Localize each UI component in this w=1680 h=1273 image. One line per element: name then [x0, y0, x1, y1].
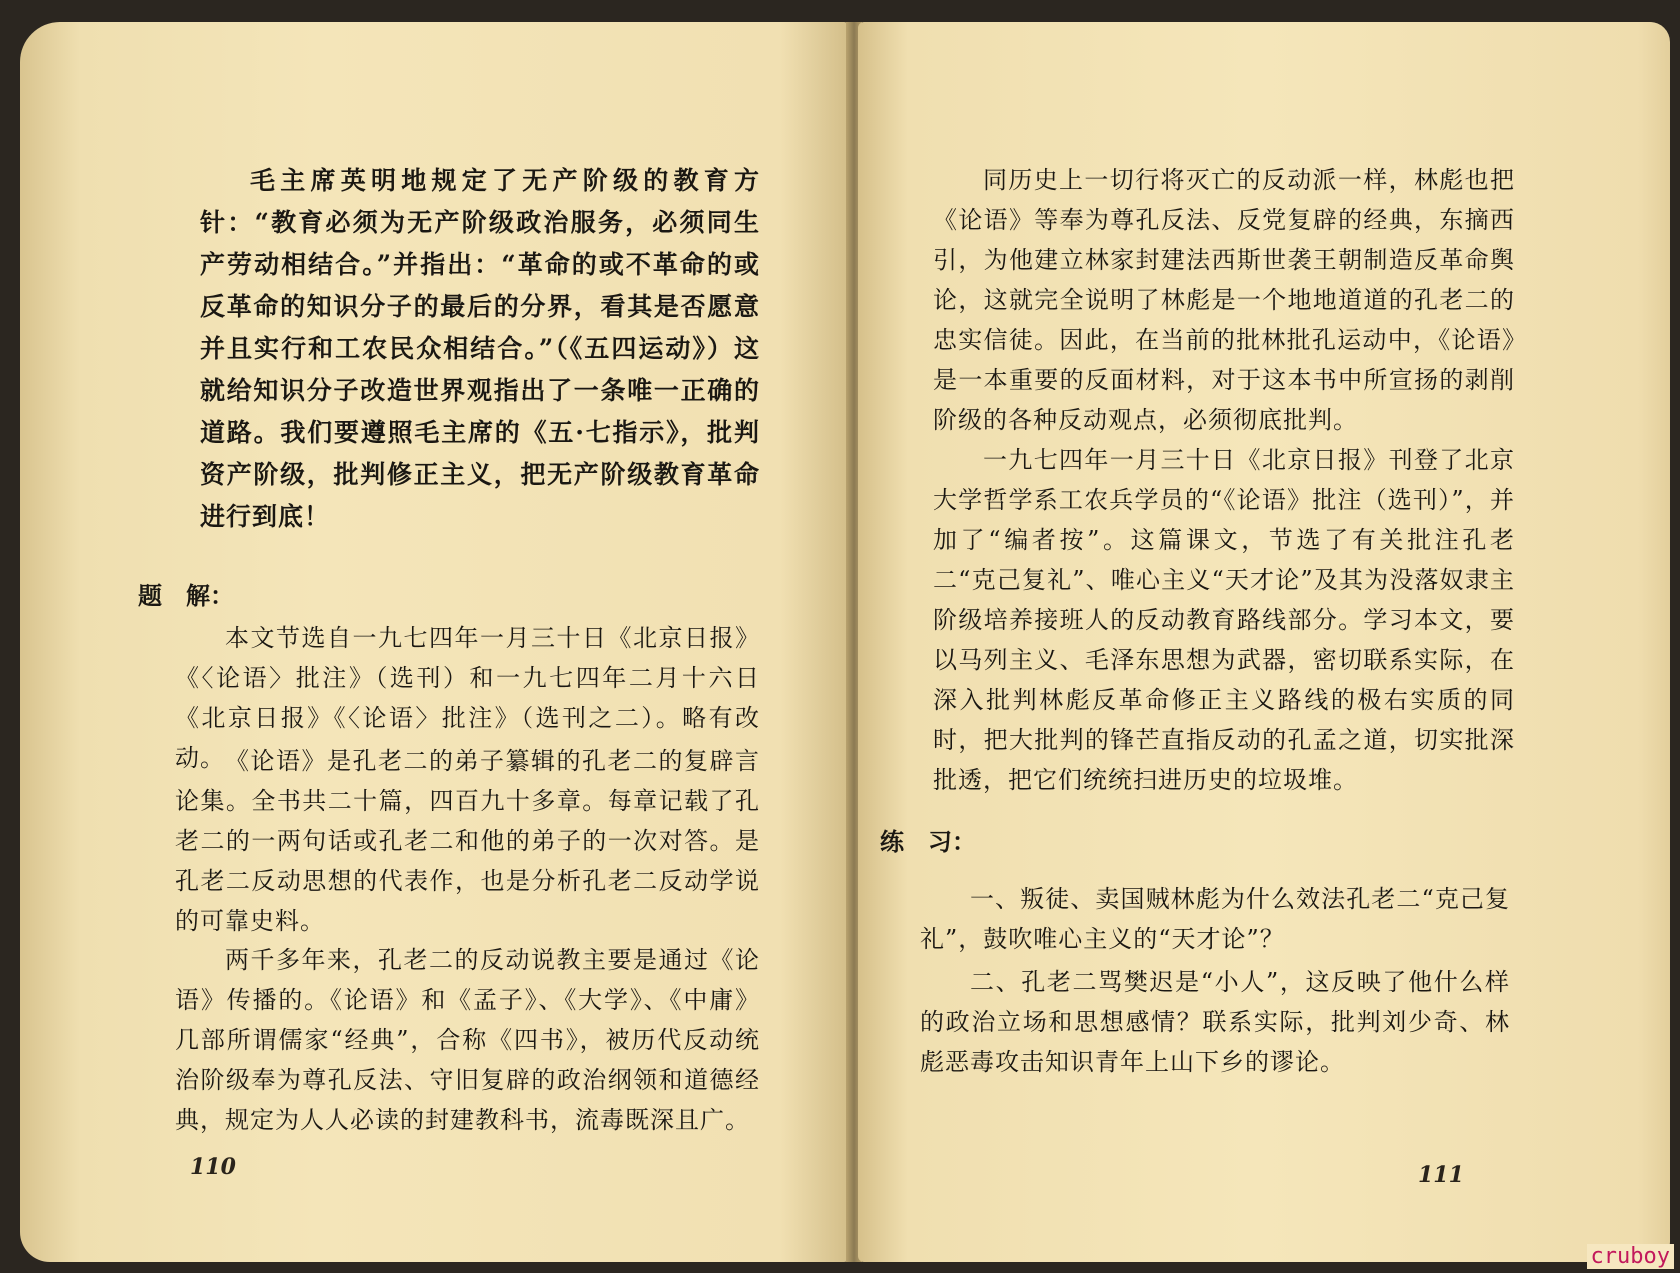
- linbiao-paragraph: 同历史上一切行将灭亡的反动派一样，林彪也把《论语》等奉为尊孔反法、反党复辟的经典，东摘西引，为他建立林家封建法西斯世袭王朝制造反革命舆论，这就完全说明了林彪是一个地地道道的孔老二的忠实信徒。因此，在当前的批林批孔运动中，《论语》是一本重要的反面材料，对于这本书中所宣扬的剥削阶级的各种反动观点，必须彻底批判。: [933, 166, 1515, 434]
- lunyu-description: 《论语》是孔老二的弟子纂辑的孔老二的复辟言论集。全书共二十篇，四百九十多章。每章记载了孔老二的一两句话或孔老二和他的弟子的一次对答。是孔老二反动思想的代表作，也是分析孔老二反动学说的可靠史料。: [175, 747, 760, 935]
- lesson-note-paragraph: 一九七四年一月三十日《北京日报》刊登了北京大学哲学系工农兵学员的“《论语》批注（选刊）”，并加了“编者按”。这篇课文，节选了有关批注孔老二“克己复礼”、唯心主义“天才论”及其为没落奴隶主阶级培养接班人的反动教育路线部分。学习本文，要以马列主义、毛泽东思想为武器，密切联系实际，在深入批判林彪反革命修正主义路线的极右实质的同时，把大批判的锋芒直指反动的孔孟之道，切实批深批透，把它们统统扫进历史的垃圾堆。: [933, 446, 1515, 794]
- open-book: [20, 22, 1670, 1262]
- left-page: [20, 22, 850, 1262]
- exercise-two: 二、孔老二骂樊迟是“小人”，这反映了他什么样的政治立场和思想感情？联系实际，批判刘少奇、林彪恶毒攻击知识青年上山下乡的谬论。: [920, 968, 1510, 1076]
- section-heading-lianxi: 练 习：: [880, 828, 976, 856]
- quote-block: 毛主席英明地规定了无产阶级的教育方针：“教育必须为无产阶级政治服务，必须同生产劳动相结合。”并指出：“革命的或不革命的或反革命的知识分子的最后的分界，看其是否愿意并且实行和工农民众相结合。”（《五四运动》）这就给知识分子改造世界观指出了一条唯一正确的道路。我们要遵照毛主席的《五·七指示》，批判资产阶级，批判修正主义，把无产阶级教育革命进行到底！: [200, 166, 760, 531]
- history-paragraph: 两千多年来，孔老二的反动说教主要是通过《论语》传播的。《论语》和《孟子》、《大学》、《中庸》几部所谓儒家“经典”，合称《四书》，被历代反动统治阶级奉为尊孔反法、守旧复辟的政治纲领和道德经典，规定为人人必读的封建教科书，流毒既深且广。: [175, 946, 760, 1134]
- watermark-text: cruboy: [1587, 1244, 1674, 1269]
- page-number-right: 111: [1418, 1162, 1464, 1188]
- page-number-left: 110: [190, 1154, 236, 1180]
- section-heading-tijie: 题 解：: [138, 582, 234, 610]
- right-page: [858, 22, 1670, 1262]
- intro-paragraph: 本文节选自一九七四年一月三十日《北京日报》《〈论语〉批注》（选刊）和一九七四年二月十六日《北京日报》《〈论语〉批注》（选刊之二）。略有改动。: [175, 624, 760, 772]
- exercise-one: 一、叛徒、卖国贼林彪为什么效法孔老二“克己复礼”，鼓吹唯心主义的“天才论”？: [920, 885, 1510, 953]
